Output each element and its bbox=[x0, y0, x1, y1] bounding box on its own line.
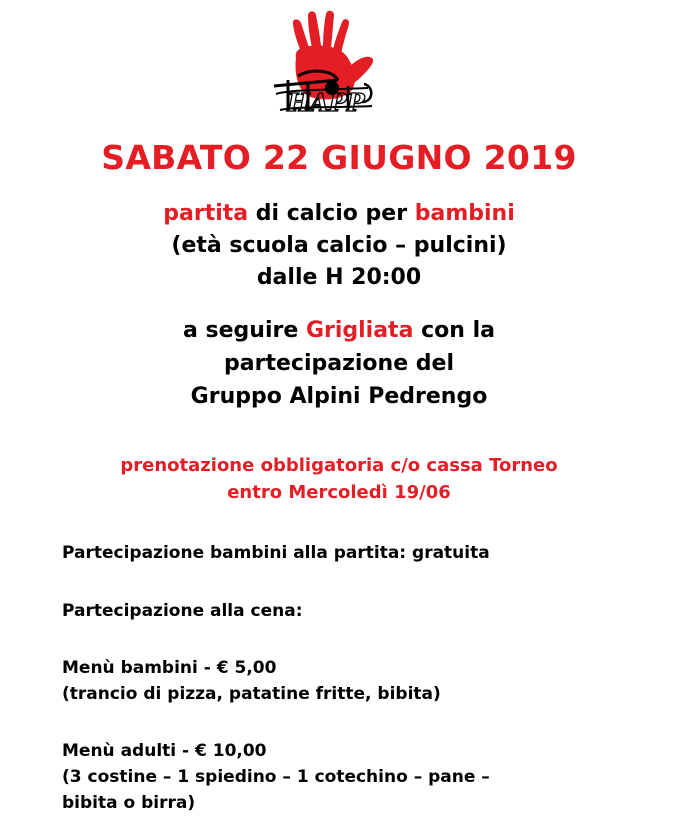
kids-menu-desc: (trancio di pizza, patatine fritte, bibita) bbox=[62, 684, 441, 704]
adult-menu-desc-1: (3 costine – 1 spiedino – 1 cotechino – pane – bbox=[62, 767, 490, 787]
event-line-2: (età scuola calcio – pulcini) bbox=[171, 233, 507, 258]
booking-notice bbox=[0, 452, 678, 506]
adult-menu bbox=[62, 738, 490, 816]
grill-line-3: Gruppo Alpini Pedrengo bbox=[190, 384, 488, 409]
grill-description bbox=[0, 314, 678, 413]
logo-wordmark: HAPP bbox=[287, 88, 365, 117]
event-description bbox=[0, 198, 678, 294]
kids-menu bbox=[62, 655, 441, 707]
event-line-1-text: di calcio per bbox=[248, 201, 415, 226]
kids-match-info: Partecipazione bambini alla partita: gratuita bbox=[62, 543, 490, 563]
grill-line-2: partecipazione del bbox=[224, 351, 454, 376]
event-date-title: SABATO 22 GIUGNO 2019 bbox=[101, 138, 577, 177]
event-line-3: dalle H 20:00 bbox=[256, 265, 422, 290]
highlight-grigliata: Grigliata bbox=[305, 318, 414, 343]
highlight-bambini: bambini bbox=[414, 201, 515, 226]
grill-line-1-prefix: a seguire bbox=[183, 318, 306, 343]
grill-line-1-suffix: con la bbox=[413, 318, 495, 343]
hand-logo bbox=[268, 10, 386, 120]
grill-line-1 bbox=[0, 314, 678, 347]
dinner-heading: Partecipazione alla cena: bbox=[62, 601, 303, 621]
kids-menu-title: Menù bambini - € 5,00 bbox=[62, 658, 277, 678]
booking-line-2: entro Mercoledì 19/06 bbox=[227, 482, 451, 503]
adult-menu-title: Menù adulti - € 10,00 bbox=[62, 741, 267, 761]
red-hand-logo-icon bbox=[268, 10, 386, 120]
event-line-1 bbox=[0, 198, 678, 230]
booking-line-1: prenotazione obbligatoria c/o cassa Torneo bbox=[120, 455, 558, 476]
highlight-partita: partita bbox=[163, 201, 249, 226]
adult-menu-desc-2: bibita o birra) bbox=[62, 793, 196, 813]
